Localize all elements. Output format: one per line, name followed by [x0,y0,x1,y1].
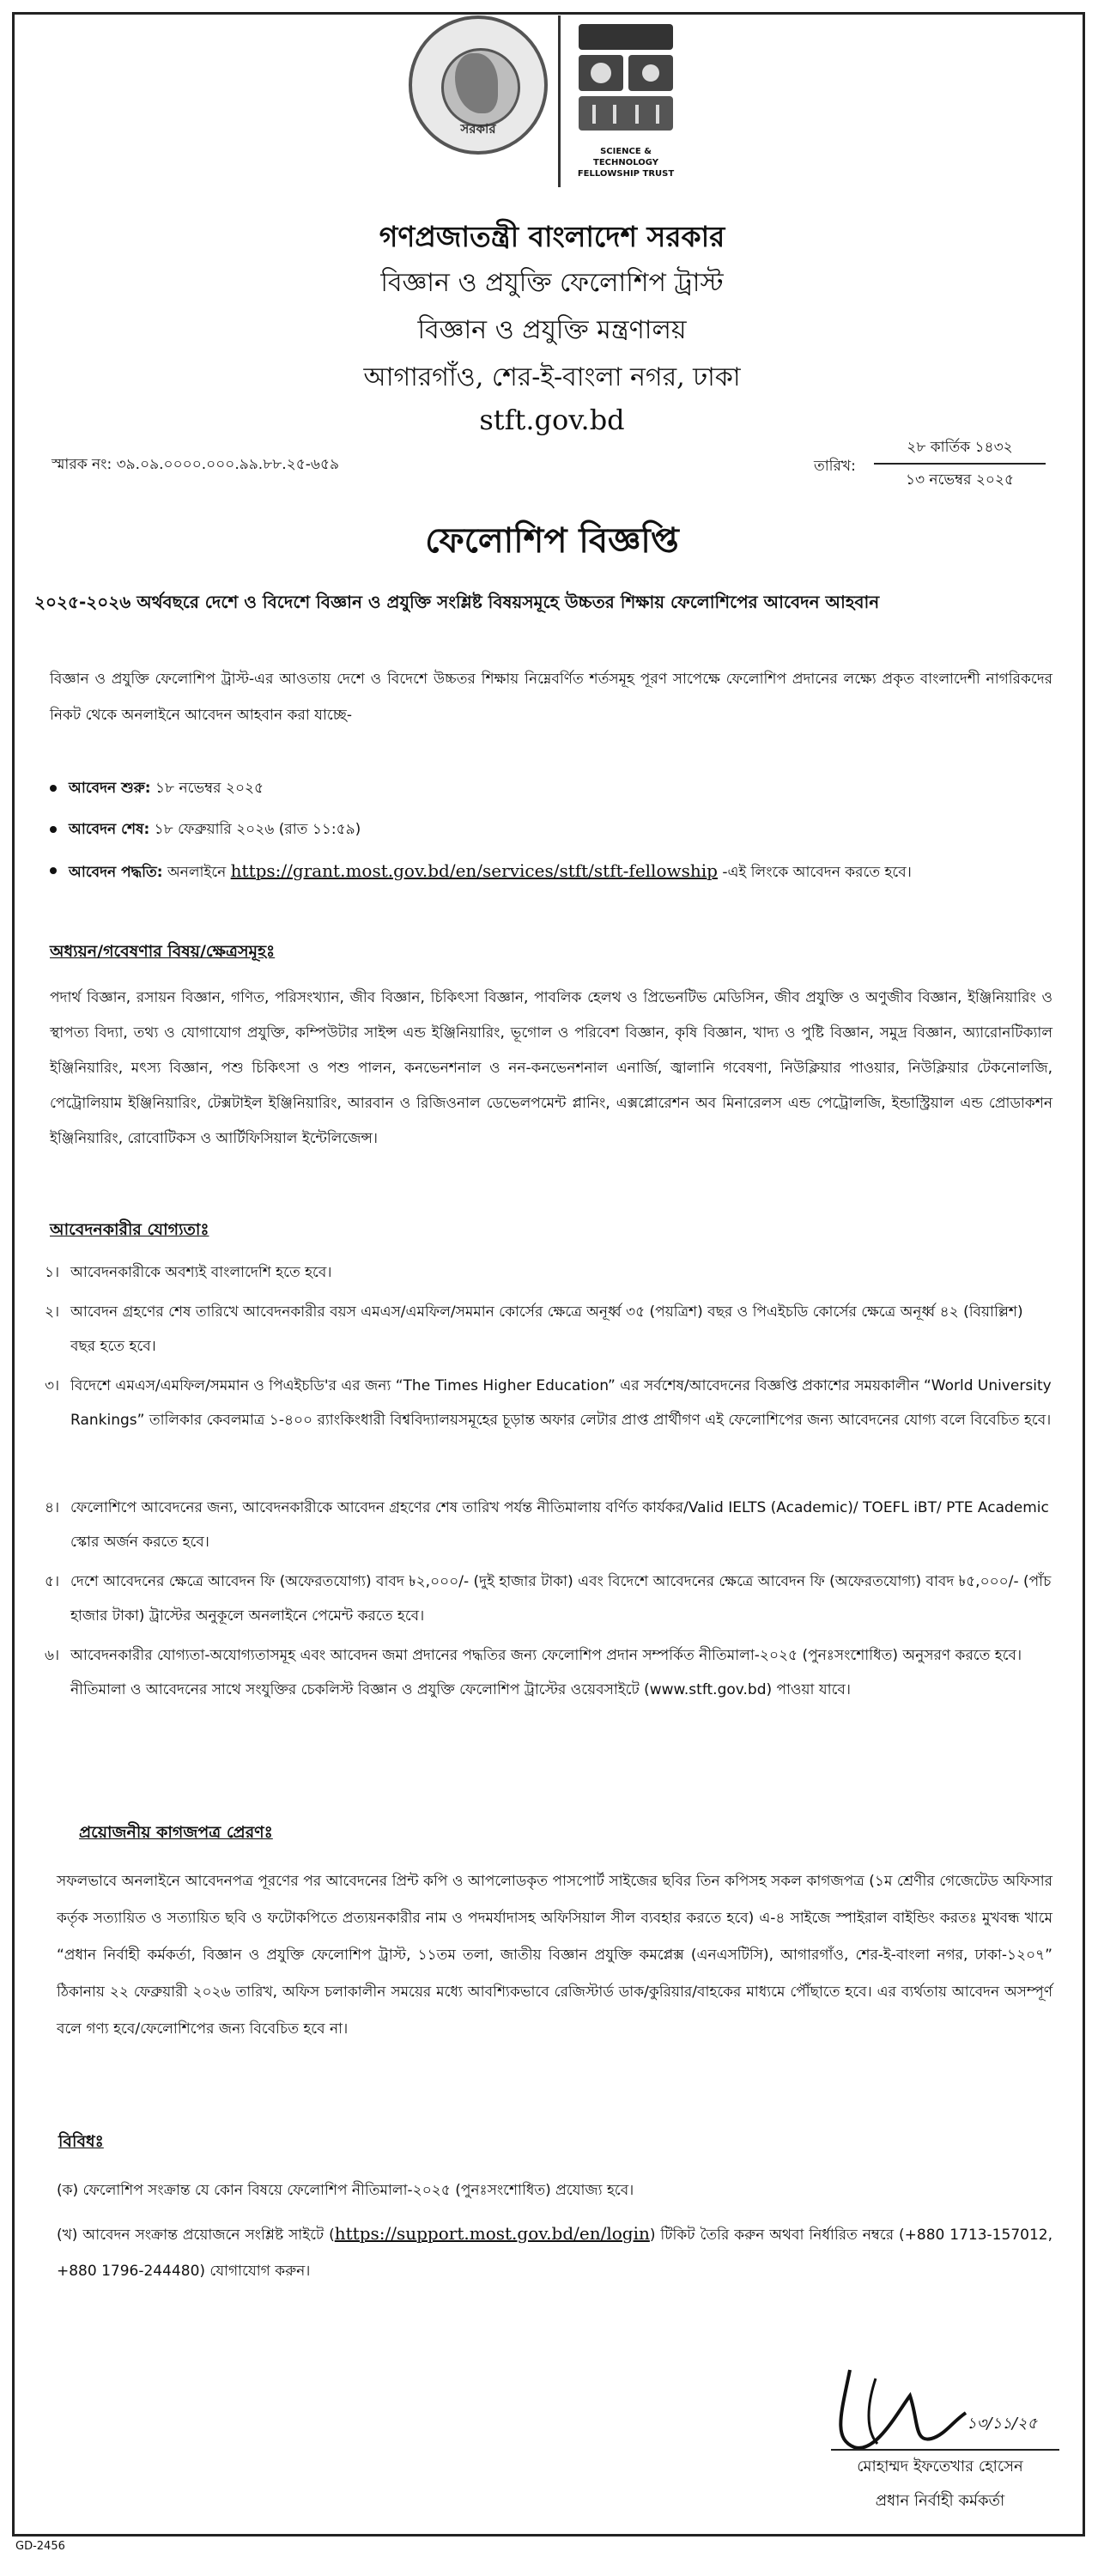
method-suffix: -এই লিংকে আবেদন করতে হবে। [722,864,912,881]
schedule-start [50,773,1052,804]
eligibility-item [45,1491,1052,1559]
misc-item-kh [57,2215,1052,2289]
item-number: ৪। [45,1499,60,1516]
stft-logo-text: SCIENCE & TECHNOLOGY FELLOWSHIP TRUST [577,147,675,179]
header-logos [0,15,1104,196]
item-number: ১। [45,1264,60,1281]
eligibility-item [45,1255,1052,1290]
stft-logo-icon [570,15,682,144]
documents-text: সফলভাবে অনলাইনে আবেদনপত্র পূরণের পর আবেদনের প্রিন্ট কপি ও আপলোডকৃত পাসপোর্ট সাইজের ছবির তিন কপিসহ সকল কাগজপত্র (১ম শ্রেণীর গেজেটেড অফিসার কর্তৃক সত্যায়িত ও সত্যায়িত ছবি ও ফটোকপিতে প্রত্যয়নকারীর নাম ও পদমর্যাদাসহ অফিসিয়াল সীল ব্যবহার করতে হবে) এ-৪ সাইজে স্পাইরাল বাইন্ডিং করতঃ মুখবন্ধ খামে “প্রধান নির্বাহী কর্মকর্তা, বিজ্ঞান ও প্রযুক্তি ফেলোশিপ ট্রাস্ট, ১১তম তলা, জাতীয় বিজ্ঞান প্রযুক্তি কমপ্লেক্স (এনএসটিসি), আগারগাঁও, শের-ই-বাংলা নগর, ঢাকা-১২০৭” ঠিকানায় ২২ ফেব্রুয়ারী ২০২৬ তারিখ, অফিস চলাকালীন সময়ের মধ্যে আবশ্যিকভাবে রেজিস্টার্ড ডাক/কুরিয়ার/বাহকের মাধ্যমে পৌঁছাতে হবে। এর ব্যর্থতায় আবেদন অসম্পূর্ণ বলে গণ্য হবে/ফেলোশিপের জন্য বিবেচিত হবে না। [57,1873,1052,2038]
start-label: আবেদন শুরু: [69,780,151,797]
subjects-heading: অধ্যয়ন/গবেষণার বিষয়/ক্ষেত্রসমূহঃ [50,942,276,961]
item-number: ৬। [45,1647,60,1664]
logo-divider [558,15,561,187]
footer-code: GD-2456 [15,2540,65,2553]
item-number: ৫। [45,1573,60,1590]
end-label: আবেদন শেষ: [69,821,150,838]
end-value: ১৮ ফেব্রুয়ারি ২০২৬ (রাত ১১:৫৯) [154,821,361,838]
seal-text: সরকার [460,121,496,137]
date-bangla: ২৮ কার্তিক ১৪৩২ [874,436,1046,465]
memo-number: স্মারক নং: ৩৯.০৯.০০০০.০০০.৯৯.৮৮.২৫-৬৫৯ [52,456,340,473]
support-link[interactable]: https://support.most.gov.bd/en/login [334,2223,650,2244]
item-text: ফেলোশিপে আবেদনের জন্য, আবেদনকারীকে আবেদন গ্রহণের শেষ তারিখ পর্যন্ত নীতিমালায় বর্ণিত কার্যকর/Valid IELTS (Academic)/ TOEFL iBT/ PTE Academic স্কোর অর্জন করতে হবে। [70,1499,1049,1551]
misc-kh-prefix: (খ) আবেদন সংক্রান্ত প্রয়োজনে সংশ্লিষ্ট সাইটে ( [57,2227,335,2244]
ministry-title: বিজ্ঞান ও প্রযুক্তি মন্ত্রণালয় [417,315,687,345]
misc-kh-suffix: ) টিকিট তৈরি করুন অথবা নির্ধারিত নম্বরে (+880 1713-157012, +880 1796-244480) যোগাযোগ করুন। [57,2227,1052,2280]
signature-date: ১৩/১১/২৫ [967,2415,1038,2433]
item-text: দেশে আবেদনের ক্ষেত্রে আবেদন ফি (অফেরতযোগ্য) বাবদ ৳২,০০০/- (দুই হাজার টাকা) এবং বিদেশে আবেদনের ক্ষেত্রে আবেদন ফি (অফেরতযোগ্য) বাবদ ৳৫,০০০/- (পাঁচ হাজার টাকা) ট্রাস্টের অনুকূলে অনলাইনে পেমেন্ট করতে হবে। [70,1573,1052,1625]
date-label: তারিখ: [814,458,856,475]
misc-heading: বিবিধঃ [58,2132,104,2151]
trust-title: বিজ্ঞান ও প্রযুক্তি ফেলোশিপ ট্রাস্ট [380,268,724,298]
eligibility-item [45,1564,1052,1633]
item-number: ৩। [45,1377,60,1394]
item-text: আবেদন গ্রহণের শেষ তারিখে আবেদনকারীর বয়স এমএস/এমফিল/সমমান কোর্সের ক্ষেত্রে অনূর্ধ্ব ৩৫ (পয়ত্রিশ) বছর ও পিএইচডি কোর্সের ক্ষেত্রে অনূর্ধ্ব ৪২ (বিয়াল্লিশ) বছর হতে হবে। [70,1303,1023,1355]
misc-item-k: (ক) ফেলোশিপ সংক্রান্ত যে কোন বিষয়ে ফেলোশিপ নীতিমালা-২০২৫ (পুনঃসংশোধিত) প্রযোজ্য হবে। [57,2182,634,2199]
notice-subtitle: ২০২৫-২০২৬ অর্থবছরে দেশে ও বিদেশে বিজ্ঞান ও প্রযুক্তি সংশ্লিষ্ট বিষয়সমূহে উচ্চতর শিক্ষায় ফেলোশিপের আবেদন আহবান [34,592,880,612]
method-label: আবেদন পদ্ধতি: [69,864,163,881]
notice-title: ফেলোশিপ বিজ্ঞপ্তি [425,520,679,561]
documents-heading: প্রয়োজনীয় কাগজপত্র প্রেরণঃ [79,1823,273,1842]
intro-paragraph: বিজ্ঞান ও প্রযুক্তি ফেলোশিপ ট্রাস্ট-এর আওতায় দেশে ও বিদেশে উচ্চতর শিক্ষায় নিম্নেবর্ণিত শর্তসমূহ পূরণ সাপেক্ষে ফেলোশিপ প্রদানের লক্ষ্যে প্রকৃত বাংলাদেশী নাগরিকদের নিকট থেকে অনলাইনে আবেদন আহবান করা যাচ্ছে- [50,671,1052,724]
website: stft.gov.bd [479,404,625,436]
start-value: ১৮ নভেম্বর ২০২৫ [155,780,264,797]
eligibility-heading: আবেদনকারীর যোগ্যতাঃ [50,1220,209,1239]
date-english: ১৩ নভেম্বর ২০২৫ [905,471,1015,489]
method-prefix: অনলাইনে [167,864,227,881]
bullet-icon [50,867,57,874]
bullet-icon [50,826,57,833]
subjects-list: পদার্থ বিজ্ঞান, রসায়ন বিজ্ঞান, গণিত, পরিসংখ্যান, জীব বিজ্ঞান, চিকিৎসা বিজ্ঞান, পাবলিক হেলথ ও প্রিভেনটিভ মেডিসিন, জীব প্রযুক্তি ও অণুজীব বিজ্ঞান, ইঞ্জিনিয়ারিং ও স্থাপত্য বিদ্যা, তথ্য ও যোগাযোগ প্রযুক্তি, কম্পিউটার সাইন্স এন্ড ইঞ্জিনিয়ারিং, ভূগোল ও পরিবেশ বিজ্ঞান, কৃষি বিজ্ঞান, খাদ্য ও পুষ্টি বিজ্ঞান, সমুদ্র বিজ্ঞান, অ্যারোনটিক্যাল ইঞ্জিনিয়ারিং, মৎস্য বিজ্ঞান, পশু চিকিৎসা ও পশু পালন, কনভেনশনাল ও নন-কনভেনশনাল এনার্জি, জ্বালানি গবেষণা, নিউক্লিয়ার পাওয়ার, নিউক্লিয়ার টেকনোলজি, পেট্রোলিয়াম ইঞ্জিনিয়ারিং, টেক্সটাইল ইঞ্জিনিয়ারিং, আরবান ও রিজিওনাল ডেভেলপমেন্ট প্লানিং, এক্সপ্লোরেশন অব মিনারেলস এন্ড পেট্রোলজি, ইন্ডাস্ট্রিয়াল এন্ড প্রোডাকশন ইঞ্জিনিয়ারিং, রোবোটিকস ও আর্টিফিসিয়াল ইন্টেলিজেন্স। [50,989,1052,1147]
government-seal [409,15,548,155]
eligibility-item [45,1369,1052,1437]
eligibility-item [45,1295,1052,1364]
item-text: আবেদনকারীর যোগ্যতা-অযোগ্যতাসমূহ এবং আবেদন জমা প্রদানের পদ্ধতির জন্য ফেলোশিপ প্রদান সম্পর্কিত নীতিমালা-২০২৫ (পুনঃসংশোধিত) অনুসরণ করতে হবে। নীতিমালা ও আবেদনের সাথে সংযুক্তির চেকলিস্ট বিজ্ঞান ও প্রযুক্তি ফেলোশিপ ট্রাস্টের ওয়েবসাইটে (www.stft.gov.bd) পাওয়া যাবে। [70,1647,1022,1698]
address: আগারগাঁও, শের-ই-বাংলা নগর, ঢাকা [363,362,741,392]
item-text: বিদেশে এমএস/এমফিল/সমমান ও পিএইচডি'র এর জন্য “The Times Higher Education” এর সর্বশেষ/আবেদনের বিজ্ঞপ্তি প্রকাশের সময়কালীন “World University Rankings” তালিকার কেবলমাত্র ১-৪০০ র‍্যাংকিংধারী বিশ্ববিদ্যালয়সমূহের চূড়ান্ত অফার লেটার প্রাপ্ত প্রার্থীগণ এই ফেলোশিপের জন্য আবেদনের যোগ্য বলে বিবেচিত হবে। [70,1377,1052,1429]
schedule-end [50,814,1052,845]
eligibility-item [45,1638,1052,1707]
signatory-title: প্রধান নির্বাহী কর্মকর্তা [875,2492,1005,2510]
signatory-name: মোহাম্মদ ইফতেখার হোসেন [857,2458,1023,2476]
application-link[interactable]: https://grant.most.gov.bd/en/services/stft/stft-fellowship [230,860,718,881]
schedule-method [50,855,1052,888]
signature-line [831,2449,1059,2451]
item-number: ২। [45,1303,60,1321]
gov-title: গণপ্রজাতন্ত্রী বাংলাদেশ সরকার [379,220,725,253]
item-text: আবেদনকারীকে অবশ্যই বাংলাদেশি হতে হবে। [70,1264,332,1281]
bullet-icon [50,785,57,792]
